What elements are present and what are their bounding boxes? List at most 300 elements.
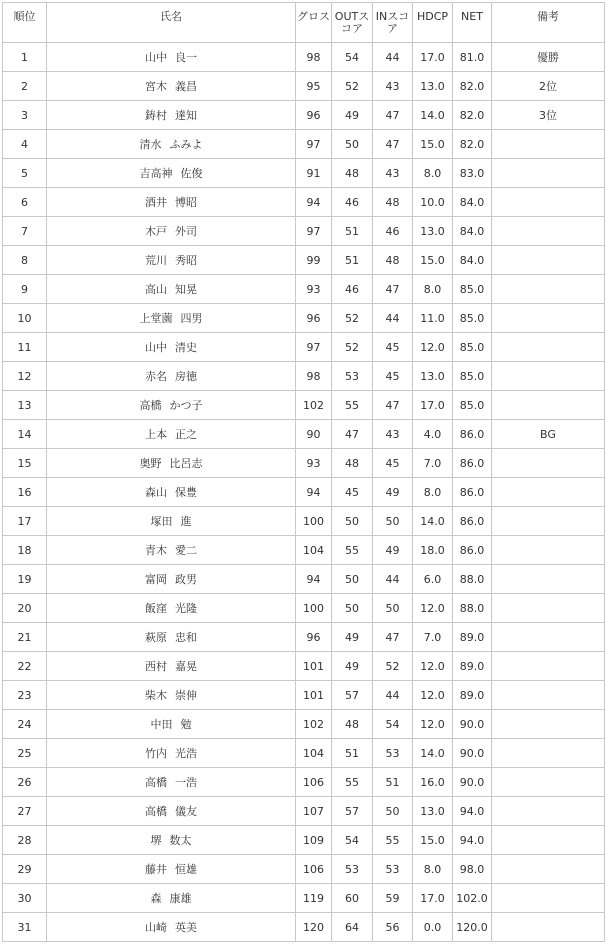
net-cell: 90.0	[453, 768, 492, 797]
given-name: 康雄	[169, 892, 192, 905]
out-score-cell: 49	[332, 652, 373, 681]
out-score-cell: 50	[332, 594, 373, 623]
table-row	[3, 478, 605, 507]
in-score-cell: 50	[373, 507, 413, 536]
out-score-cell: 55	[332, 536, 373, 565]
name-cell	[47, 565, 296, 594]
rank-cell: 25	[3, 739, 47, 768]
family-name: 高橋	[145, 805, 167, 818]
hdcp-cell: 17.0	[413, 884, 453, 913]
out-score-cell: 51	[332, 217, 373, 246]
gross-cell: 106	[296, 855, 332, 884]
gross-cell: 99	[296, 246, 332, 275]
family-name: 鋳村	[145, 109, 167, 122]
net-cell: 86.0	[453, 420, 492, 449]
family-name: 富岡	[145, 573, 167, 586]
table-row	[3, 130, 605, 159]
in-score-cell: 49	[373, 478, 413, 507]
table-body	[3, 43, 605, 942]
family-name: 木戸	[145, 225, 167, 238]
in-score-cell: 48	[373, 188, 413, 217]
table-row	[3, 217, 605, 246]
family-name: 高橋	[139, 399, 162, 412]
header-gross: グロス	[296, 3, 332, 43]
note-cell	[492, 478, 605, 507]
net-cell: 88.0	[453, 565, 492, 594]
out-score-cell: 47	[332, 420, 373, 449]
table-row	[3, 188, 605, 217]
family-name: 荒川	[145, 254, 167, 267]
table-row	[3, 884, 605, 913]
family-name: 上本	[145, 428, 167, 441]
table-row	[3, 449, 605, 478]
name-cell	[47, 884, 296, 913]
table-row	[3, 246, 605, 275]
note-cell	[492, 913, 605, 942]
gross-cell: 104	[296, 739, 332, 768]
hdcp-cell: 11.0	[413, 304, 453, 333]
table-row	[3, 391, 605, 420]
net-cell: 90.0	[453, 710, 492, 739]
name-cell	[47, 217, 296, 246]
net-cell: 88.0	[453, 594, 492, 623]
given-name: 達知	[175, 109, 197, 122]
hdcp-cell: 4.0	[413, 420, 453, 449]
table-row	[3, 275, 605, 304]
in-score-cell: 50	[373, 797, 413, 826]
gross-cell: 100	[296, 507, 332, 536]
note-cell	[492, 797, 605, 826]
given-name: 崇伸	[175, 689, 197, 702]
note-cell	[492, 652, 605, 681]
gross-cell: 98	[296, 362, 332, 391]
family-name: 中田	[150, 718, 173, 731]
gross-cell: 96	[296, 623, 332, 652]
rank-cell: 15	[3, 449, 47, 478]
gross-cell: 93	[296, 275, 332, 304]
table-row	[3, 681, 605, 710]
out-score-cell: 54	[332, 826, 373, 855]
hdcp-cell: 17.0	[413, 391, 453, 420]
name-cell	[47, 681, 296, 710]
net-cell: 86.0	[453, 536, 492, 565]
hdcp-cell: 12.0	[413, 681, 453, 710]
note-cell	[492, 623, 605, 652]
out-score-cell: 48	[332, 449, 373, 478]
family-name: 吉高神	[139, 167, 173, 180]
note-cell: 3位	[492, 101, 605, 130]
out-score-cell: 49	[332, 623, 373, 652]
note-cell	[492, 768, 605, 797]
in-score-cell: 47	[373, 623, 413, 652]
given-name: 光隆	[175, 602, 197, 615]
out-score-cell: 52	[332, 72, 373, 101]
net-cell: 102.0	[453, 884, 492, 913]
given-name: 数太	[169, 834, 192, 847]
out-score-cell: 57	[332, 681, 373, 710]
hdcp-cell: 13.0	[413, 797, 453, 826]
net-cell: 82.0	[453, 101, 492, 130]
out-score-cell: 57	[332, 797, 373, 826]
given-name: 保豊	[175, 486, 197, 499]
in-score-cell: 45	[373, 449, 413, 478]
gross-cell: 100	[296, 594, 332, 623]
given-name: 外司	[175, 225, 197, 238]
name-cell	[47, 768, 296, 797]
net-cell: 86.0	[453, 507, 492, 536]
out-score-cell: 64	[332, 913, 373, 942]
given-name: 佐俊	[180, 167, 203, 180]
out-score-cell: 46	[332, 275, 373, 304]
net-cell: 81.0	[453, 43, 492, 72]
name-cell	[47, 188, 296, 217]
note-cell	[492, 449, 605, 478]
net-cell: 89.0	[453, 623, 492, 652]
given-name: 比呂志	[169, 457, 203, 470]
hdcp-cell: 0.0	[413, 913, 453, 942]
hdcp-cell: 10.0	[413, 188, 453, 217]
in-score-cell: 45	[373, 333, 413, 362]
net-cell: 82.0	[453, 72, 492, 101]
note-cell: BG	[492, 420, 605, 449]
net-cell: 85.0	[453, 304, 492, 333]
in-score-cell: 53	[373, 855, 413, 884]
rank-cell: 24	[3, 710, 47, 739]
table-row	[3, 304, 605, 333]
out-score-cell: 52	[332, 333, 373, 362]
rank-cell: 14	[3, 420, 47, 449]
given-name: 正之	[175, 428, 197, 441]
table-row	[3, 362, 605, 391]
note-cell	[492, 710, 605, 739]
rank-cell: 11	[3, 333, 47, 362]
rank-cell: 7	[3, 217, 47, 246]
out-score-cell: 55	[332, 768, 373, 797]
rank-cell: 23	[3, 681, 47, 710]
given-name: 一浩	[175, 776, 197, 789]
name-cell	[47, 826, 296, 855]
hdcp-cell: 14.0	[413, 739, 453, 768]
net-cell: 85.0	[453, 362, 492, 391]
table-row	[3, 826, 605, 855]
family-name: 山中	[145, 51, 167, 64]
in-score-cell: 44	[373, 304, 413, 333]
note-cell: 2位	[492, 72, 605, 101]
note-cell	[492, 362, 605, 391]
name-cell	[47, 304, 296, 333]
given-name: 房徳	[175, 370, 197, 383]
gross-cell: 107	[296, 797, 332, 826]
in-score-cell: 43	[373, 159, 413, 188]
table-row	[3, 855, 605, 884]
table-row	[3, 536, 605, 565]
net-cell: 120.0	[453, 913, 492, 942]
note-cell	[492, 855, 605, 884]
table-row	[3, 565, 605, 594]
given-name: ふみよ	[169, 138, 203, 151]
gross-cell: 104	[296, 536, 332, 565]
hdcp-cell: 13.0	[413, 362, 453, 391]
net-cell: 86.0	[453, 478, 492, 507]
family-name: 山中	[145, 341, 167, 354]
family-name: 塚田	[150, 515, 173, 528]
hdcp-cell: 12.0	[413, 594, 453, 623]
rank-cell: 26	[3, 768, 47, 797]
hdcp-cell: 8.0	[413, 855, 453, 884]
out-score-cell: 45	[332, 478, 373, 507]
family-name: 柴木	[145, 689, 167, 702]
name-cell	[47, 333, 296, 362]
in-score-cell: 45	[373, 362, 413, 391]
hdcp-cell: 7.0	[413, 449, 453, 478]
net-cell: 83.0	[453, 159, 492, 188]
name-cell	[47, 507, 296, 536]
given-name: 忠和	[175, 631, 197, 644]
rank-cell: 19	[3, 565, 47, 594]
family-name: 森山	[145, 486, 167, 499]
net-cell: 84.0	[453, 246, 492, 275]
table-row	[3, 72, 605, 101]
name-cell	[47, 797, 296, 826]
hdcp-cell: 15.0	[413, 246, 453, 275]
rank-cell: 2	[3, 72, 47, 101]
hdcp-cell: 7.0	[413, 623, 453, 652]
given-name: 儀友	[175, 805, 197, 818]
table-row	[3, 710, 605, 739]
out-score-cell: 53	[332, 855, 373, 884]
name-cell	[47, 275, 296, 304]
name-cell	[47, 855, 296, 884]
table-header	[3, 3, 605, 43]
note-cell	[492, 246, 605, 275]
hdcp-cell: 8.0	[413, 159, 453, 188]
rank-cell: 12	[3, 362, 47, 391]
hdcp-cell: 13.0	[413, 72, 453, 101]
family-name: 竹内	[145, 747, 167, 760]
rank-cell: 20	[3, 594, 47, 623]
family-name: 森	[150, 892, 162, 905]
rank-cell: 4	[3, 130, 47, 159]
out-score-cell: 51	[332, 739, 373, 768]
hdcp-cell: 13.0	[413, 217, 453, 246]
family-name: 山崎	[145, 921, 167, 934]
note-cell	[492, 826, 605, 855]
out-score-cell: 60	[332, 884, 373, 913]
name-cell	[47, 594, 296, 623]
gross-cell: 97	[296, 333, 332, 362]
note-cell	[492, 333, 605, 362]
given-name: 四男	[180, 312, 203, 325]
table-row	[3, 913, 605, 942]
net-cell: 94.0	[453, 797, 492, 826]
hdcp-cell: 6.0	[413, 565, 453, 594]
given-name: 恒雄	[175, 863, 197, 876]
note-cell	[492, 391, 605, 420]
table-row	[3, 420, 605, 449]
note-cell	[492, 188, 605, 217]
given-name: 政男	[175, 573, 197, 586]
rank-cell: 17	[3, 507, 47, 536]
header-name: 氏名	[47, 3, 296, 43]
family-name: 上堂薗	[139, 312, 173, 325]
name-cell	[47, 652, 296, 681]
out-score-cell: 49	[332, 101, 373, 130]
header-in-score: INスコア	[373, 3, 413, 43]
note-cell: 優勝	[492, 43, 605, 72]
hdcp-cell: 17.0	[413, 43, 453, 72]
table-row	[3, 797, 605, 826]
given-name: 良一	[175, 51, 197, 64]
name-cell	[47, 159, 296, 188]
gross-cell: 106	[296, 768, 332, 797]
family-name: 高橋	[145, 776, 167, 789]
in-score-cell: 56	[373, 913, 413, 942]
name-cell	[47, 130, 296, 159]
rank-cell: 9	[3, 275, 47, 304]
name-cell	[47, 536, 296, 565]
gross-cell: 96	[296, 101, 332, 130]
in-score-cell: 47	[373, 391, 413, 420]
in-score-cell: 50	[373, 594, 413, 623]
rank-cell: 31	[3, 913, 47, 942]
net-cell: 85.0	[453, 391, 492, 420]
gross-cell: 98	[296, 43, 332, 72]
table-row	[3, 101, 605, 130]
gross-cell: 93	[296, 449, 332, 478]
name-cell	[47, 72, 296, 101]
net-cell: 90.0	[453, 739, 492, 768]
in-score-cell: 54	[373, 710, 413, 739]
out-score-cell: 51	[332, 246, 373, 275]
table-row	[3, 652, 605, 681]
in-score-cell: 44	[373, 565, 413, 594]
net-cell: 85.0	[453, 275, 492, 304]
table-row	[3, 739, 605, 768]
given-name: 進	[180, 515, 192, 528]
rank-cell: 6	[3, 188, 47, 217]
name-cell	[47, 246, 296, 275]
out-score-cell: 53	[332, 362, 373, 391]
in-score-cell: 55	[373, 826, 413, 855]
out-score-cell: 55	[332, 391, 373, 420]
rank-cell: 16	[3, 478, 47, 507]
name-cell	[47, 362, 296, 391]
gross-cell: 94	[296, 188, 332, 217]
in-score-cell: 52	[373, 652, 413, 681]
given-name: 愛二	[175, 544, 197, 557]
in-score-cell: 46	[373, 217, 413, 246]
table-row	[3, 768, 605, 797]
header-row	[3, 3, 605, 43]
gross-cell: 97	[296, 130, 332, 159]
rank-cell: 13	[3, 391, 47, 420]
given-name: 嘉晃	[175, 660, 197, 673]
in-score-cell: 53	[373, 739, 413, 768]
rank-cell: 8	[3, 246, 47, 275]
in-score-cell: 47	[373, 130, 413, 159]
net-cell: 86.0	[453, 449, 492, 478]
family-name: 藤井	[145, 863, 167, 876]
hdcp-cell: 15.0	[413, 826, 453, 855]
table-row	[3, 507, 605, 536]
note-cell	[492, 159, 605, 188]
results-table	[2, 2, 605, 942]
hdcp-cell: 12.0	[413, 333, 453, 362]
family-name: 清水	[139, 138, 162, 151]
name-cell	[47, 391, 296, 420]
gross-cell: 102	[296, 391, 332, 420]
given-name: 義昌	[175, 80, 197, 93]
in-score-cell: 48	[373, 246, 413, 275]
name-cell	[47, 101, 296, 130]
out-score-cell: 54	[332, 43, 373, 72]
family-name: 奥野	[139, 457, 162, 470]
note-cell	[492, 739, 605, 768]
gross-cell: 90	[296, 420, 332, 449]
rank-cell: 30	[3, 884, 47, 913]
out-score-cell: 52	[332, 304, 373, 333]
in-score-cell: 51	[373, 768, 413, 797]
note-cell	[492, 565, 605, 594]
in-score-cell: 44	[373, 681, 413, 710]
gross-cell: 101	[296, 681, 332, 710]
name-cell	[47, 623, 296, 652]
gross-cell: 109	[296, 826, 332, 855]
gross-cell: 91	[296, 159, 332, 188]
family-name: 宮木	[145, 80, 167, 93]
in-score-cell: 43	[373, 420, 413, 449]
gross-cell: 97	[296, 217, 332, 246]
hdcp-cell: 8.0	[413, 275, 453, 304]
hdcp-cell: 12.0	[413, 710, 453, 739]
net-cell: 89.0	[453, 681, 492, 710]
given-name: かつ子	[169, 399, 203, 412]
given-name: 秀昭	[175, 254, 197, 267]
in-score-cell: 47	[373, 275, 413, 304]
name-cell	[47, 420, 296, 449]
rank-cell: 5	[3, 159, 47, 188]
net-cell: 84.0	[453, 188, 492, 217]
family-name: 萩原	[145, 631, 167, 644]
rank-cell: 22	[3, 652, 47, 681]
family-name: 西村	[145, 660, 167, 673]
gross-cell: 102	[296, 710, 332, 739]
net-cell: 84.0	[453, 217, 492, 246]
table-row	[3, 159, 605, 188]
given-name: 知晃	[175, 283, 197, 296]
note-cell	[492, 130, 605, 159]
note-cell	[492, 594, 605, 623]
in-score-cell: 44	[373, 43, 413, 72]
note-cell	[492, 536, 605, 565]
name-cell	[47, 710, 296, 739]
family-name: 赤名	[145, 370, 167, 383]
rank-cell: 10	[3, 304, 47, 333]
name-cell	[47, 913, 296, 942]
header-out-score: OUTスコア	[332, 3, 373, 43]
in-score-cell: 43	[373, 72, 413, 101]
note-cell	[492, 507, 605, 536]
note-cell	[492, 217, 605, 246]
note-cell	[492, 681, 605, 710]
in-score-cell: 47	[373, 101, 413, 130]
hdcp-cell: 8.0	[413, 478, 453, 507]
header-note: 備考	[492, 3, 605, 43]
out-score-cell: 48	[332, 710, 373, 739]
in-score-cell: 49	[373, 536, 413, 565]
in-score-cell: 59	[373, 884, 413, 913]
out-score-cell: 50	[332, 507, 373, 536]
